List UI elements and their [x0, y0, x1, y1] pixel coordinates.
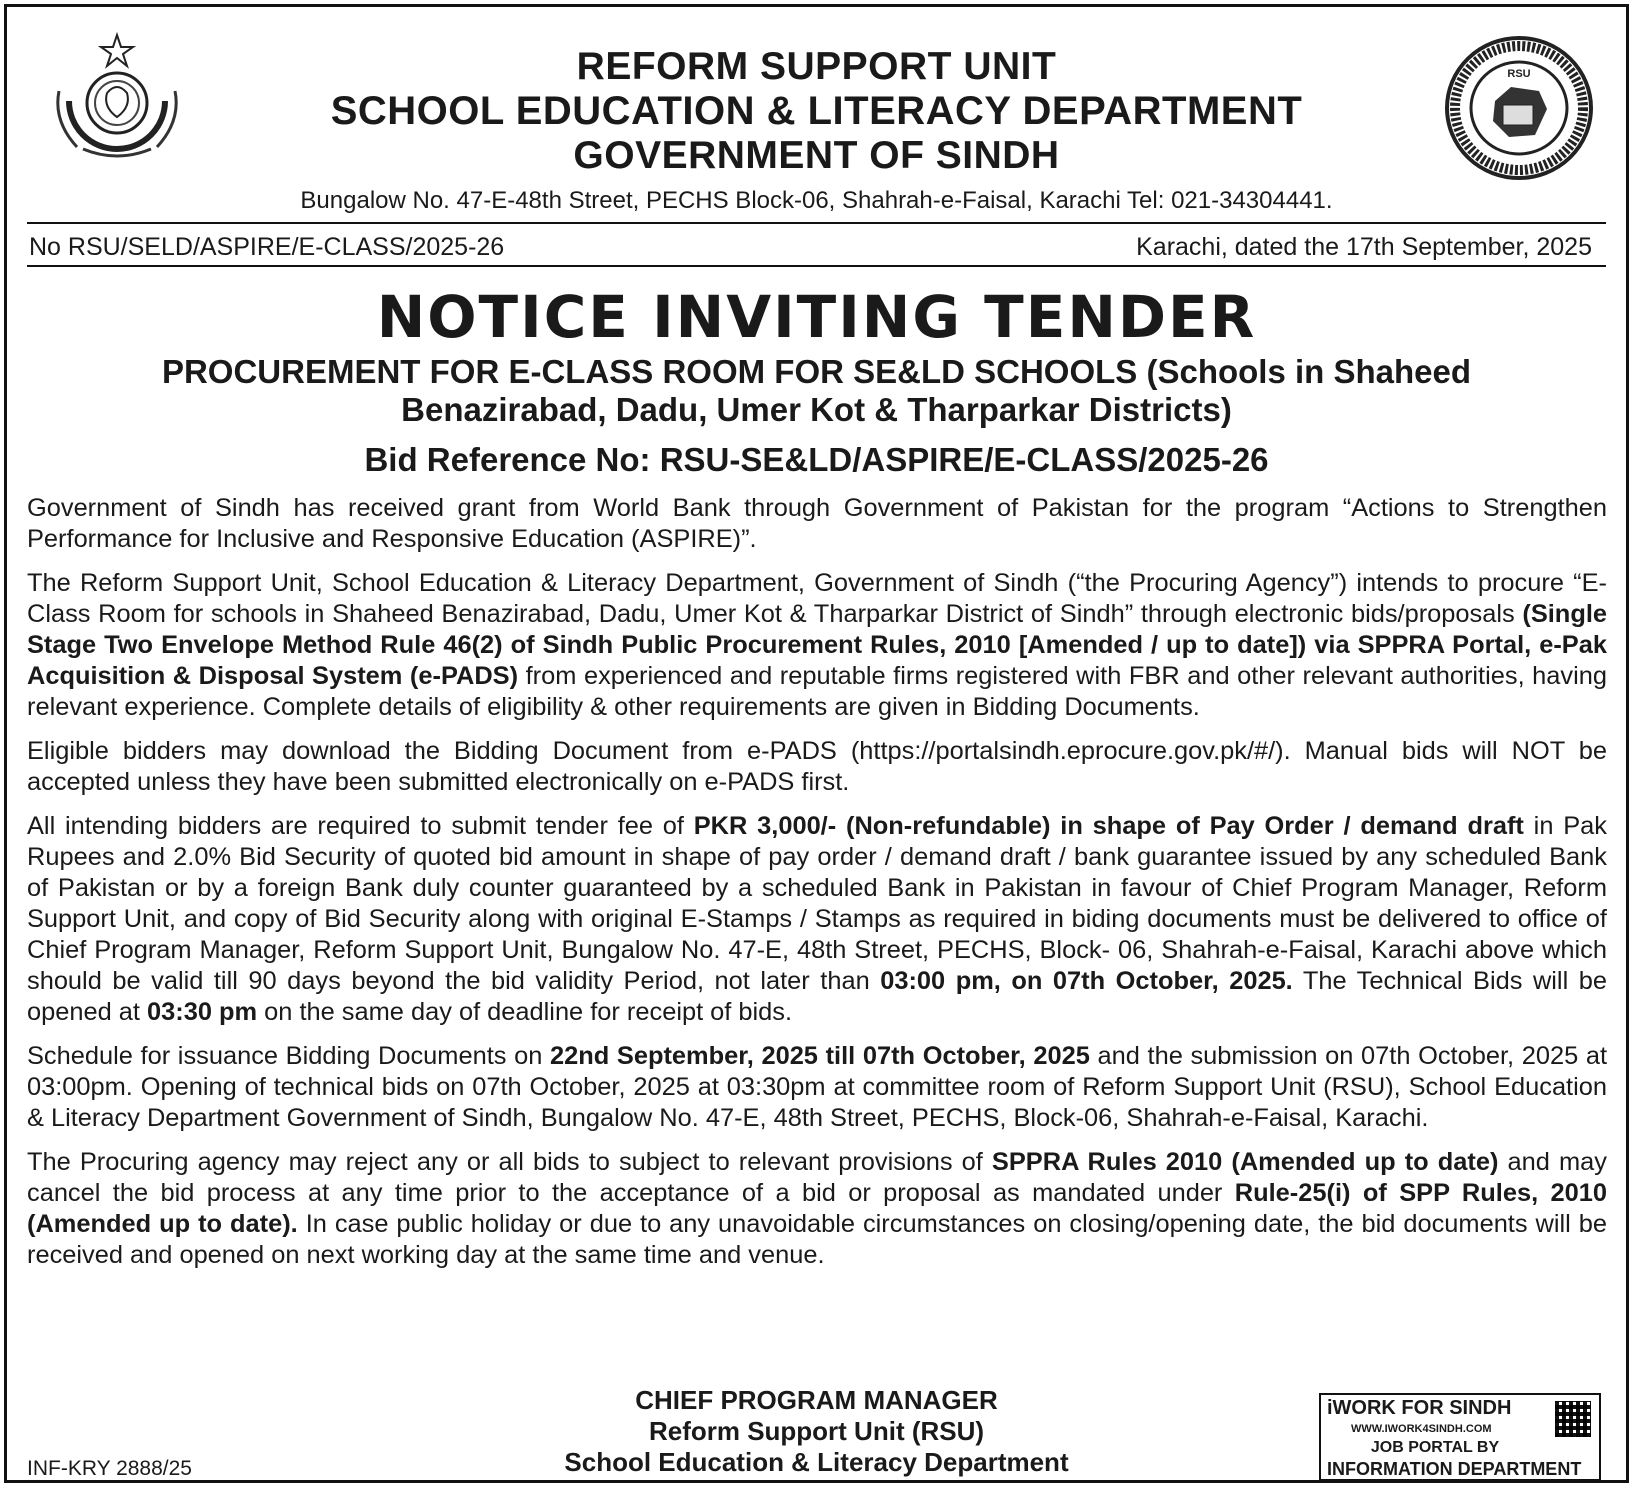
iwork-title: iWORK FOR SINDH: [1327, 1397, 1512, 1419]
reference-number: No RSU/SELD/ASPIRE/E-CLASS/2025-26: [29, 233, 505, 261]
notice-title: NOTICE INVITING TENDER: [376, 283, 1257, 351]
signatory-unit: Reform Support Unit (RSU): [648, 1416, 985, 1446]
qr-code-icon: [1555, 1401, 1591, 1437]
iwork-line2: INFORMATION DEPARTMENT: [1327, 1459, 1582, 1479]
divider-bottom: [27, 265, 1606, 267]
iwork-badge: [1319, 1393, 1601, 1481]
notice-body: [27, 493, 1607, 1284]
paragraph-schedule: Schedule for issuance Bidding Documents on 22nd September, 2025 till 07th October, 2025 and the submission on 07th October, 2025 at 03:00pm. Opening of technical bids on 07th October, 2025 at 03:30pm at committee room of Reform Support Unit (RSU), School Education & Literacy Department Government of Sindh, Bungalow No. 47-E, 48th Street, PECHS, Block-06, Shahrah-e-Faisal, Karachi.: [27, 1042, 1608, 1132]
paragraph-download: Eligible bidders may download the Bidding Document from e-PADS (https://portalsindh.eprocure.gov.pk/#/). Manual bids will NOT be accepted unless they have been submitted electronically on e-PADS first.: [27, 737, 1607, 796]
iwork-url: WWW.IWORK4SINDH.COM: [1351, 1423, 1492, 1435]
paragraph-tender-fee: All intending bidders are required to submit tender fee of PKR 3,000/- (Non-refundable) in shape of Pay Order / demand draft in Pak Rupees and 2.0% Bid Security of quoted bid amount in shape of pay order / demand draft / bank guarantee issued by any scheduled Bank of Pakistan or by a foreign Bank duly counter guaranteed by a scheduled Bank in Pakistan in favour of Chief Program Manager, Reform Support Unit, and copy of Bid Security along with original E-Stamps / Stamps as required in biding documents must be delivered to office of Chief Program Manager, Reform Support Unit, Bungalow No. 47-E, 48th Street, PECHS, Block- 06, Shahrah-e-Faisal, Karachi above which should be valid till 90 days beyond the bid validity Period, not later than 03:00 pm, on 07th October, 2025. The Technical Bids will be opened at 03:30 pm on the same day of deadline for receipt of bids.: [27, 812, 1607, 1026]
signatory-title: CHIEF PROGRAM MANAGER: [635, 1385, 998, 1415]
notice-date: Karachi, dated the 17th September, 2025: [1136, 233, 1592, 261]
org-name-heading: REFORM SUPPORT UNIT: [576, 45, 1057, 88]
svg-text:RSU: RSU: [1507, 68, 1531, 80]
reference-row: [29, 233, 1592, 262]
paragraph-grant: Government of Sindh has received grant from World Bank through Government of Pakistan for the program “Actions to Strengthen Performance for Inclusive and Responsive Education (ASPIRE)”.: [27, 494, 1607, 553]
government-heading: GOVERNMENT OF SINDH: [573, 134, 1060, 177]
iwork-line1: JOB PORTAL BY: [1370, 1439, 1500, 1456]
bid-reference: Bid Reference No: RSU-SE&LD/ASPIRE/E-CLASS/2025-26: [364, 441, 1269, 478]
paragraph-rejection: The Procuring agency may reject any or all bids to subject to relevant provisions of SPPRA Rules 2010 (Amended up to date) and may cancel the bid process at any time prior to the acceptance of a bid or proposal as mandated under Rule-25(i) of SPP Rules, 2010 (Amended up to date). In case public holiday or due to any unavoidable circumstances on closing/opening date, the bid documents will be received and opened on next working day at the same time and venue.: [27, 1148, 1607, 1269]
divider-top: [27, 222, 1606, 224]
paragraph-procurement: The Reform Support Unit, School Education & Literacy Department, Government of Sindh (“the Procuring Agency”) intends to procure “E-Class Room for schools in Shaheed Benazirabad, Dadu, Umer Kot & Tharparkar District of Sindh” through electronic bids/proposals (Single Stage Two Envelope Method Rule 46(2) of Sindh Public Procurement Rules, 2010 [Amended / up to date]) via SPPRA Portal, e-Pak Acquisition & Disposal System (e-PADS) from experienced and reputable firms registered with FBR and other relevant authorities, having relevant experience. Complete details of eligibility & other requirements are given in Bidding Documents.: [27, 569, 1607, 721]
tender-notice-page: [4, 4, 1629, 1483]
notice-subtitle: PROCUREMENT FOR E-CLASS ROOM FOR SE&LD SCHOOLS (Schools in Shaheed Benazirabad, Dadu, Umer Kot & Tharparkar Districts): [161, 353, 1472, 428]
department-heading: SCHOOL EDUCATION & LITERACY DEPARTMENT: [330, 89, 1303, 133]
inf-code: INF-KRY 2888/25: [27, 1457, 192, 1480]
signatory-department: School Education & Literacy Department: [564, 1447, 1069, 1477]
address-line: Bungalow No. 47-E-48th Street, PECHS Block-06, Shahrah-e-Faisal, Karachi Tel: 021-34304441.: [300, 187, 1333, 214]
